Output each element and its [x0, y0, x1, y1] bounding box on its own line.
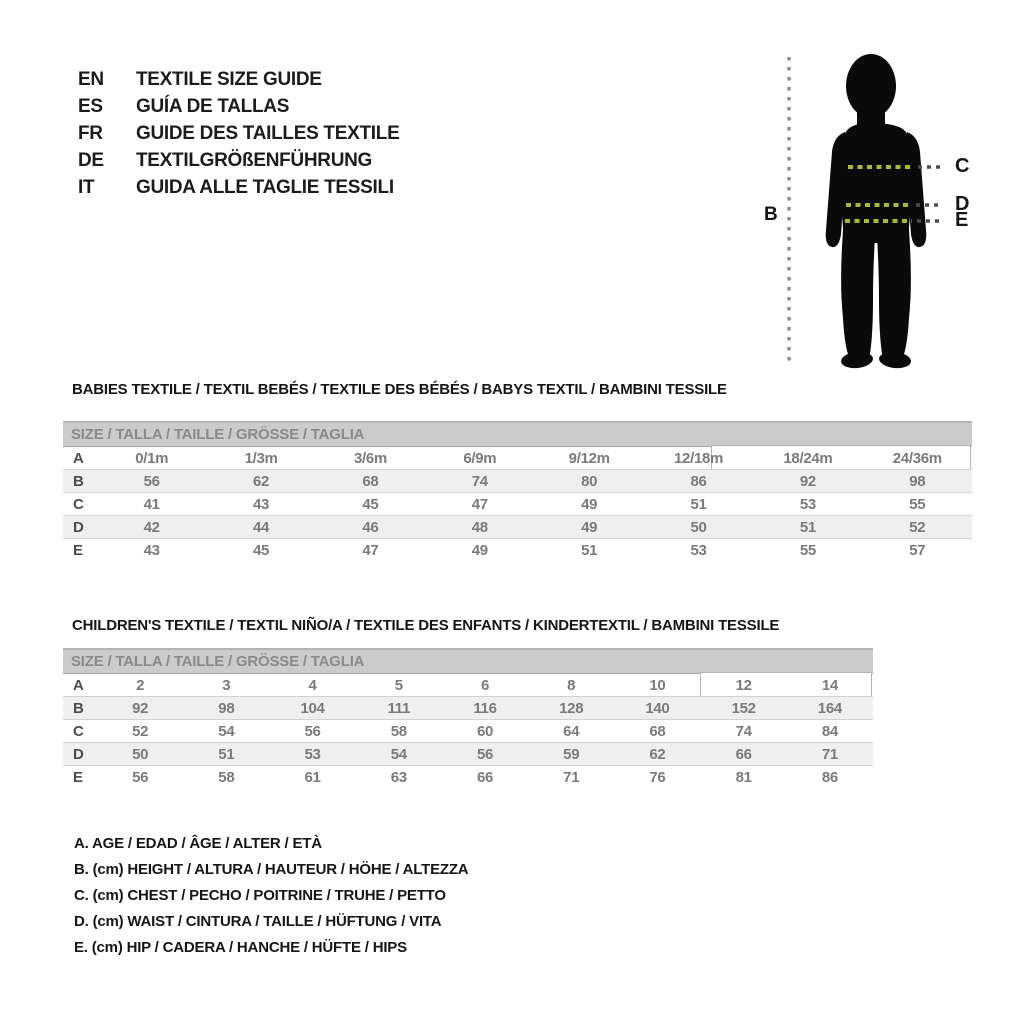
size-cell: 74 [425, 470, 534, 493]
size-cell: 56 [442, 743, 528, 766]
size-row-E [63, 539, 972, 562]
size-cell: 74 [701, 720, 787, 743]
size-cell: 86 [644, 470, 753, 493]
size-cell: 51 [753, 516, 862, 539]
size-cell: 3/6m [316, 447, 425, 470]
size-cell: 43 [206, 493, 315, 516]
size-cell: 66 [476, 768, 494, 786]
size-row-D [63, 743, 873, 766]
language-code: ES [78, 95, 103, 117]
size-cell: 45 [316, 493, 425, 516]
size-cell: 68 [316, 470, 425, 493]
size-row-B [63, 697, 873, 720]
size-cell: 48 [425, 516, 534, 539]
size-cell: 98 [183, 697, 269, 720]
size-cell: 42 [97, 516, 206, 539]
babies-table-grid [63, 447, 972, 561]
children-table-header: SIZE / TALLA / TAILLE / GRÖSSE / TAGLIA [63, 648, 873, 674]
size-cell: 152 [701, 697, 787, 720]
row-label: D [63, 743, 97, 766]
size-cell: 1/3m [206, 447, 315, 470]
size-row-B [63, 470, 972, 493]
language-code: IT [78, 176, 95, 198]
size-cell: 49 [535, 516, 644, 539]
size-cell: 52 [863, 516, 972, 539]
language-row-en [78, 66, 399, 93]
size-cell: 51 [183, 743, 269, 766]
size-cell: 51 [644, 493, 753, 516]
size-cell: 60 [442, 720, 528, 743]
size-cell: 12 [701, 674, 787, 697]
language-row-de [78, 147, 399, 174]
size-cell: 24/36m [863, 447, 972, 470]
size-cell: 12/18m [644, 447, 753, 470]
size-row-C [63, 720, 873, 743]
size-cell: 49 [535, 493, 644, 516]
size-cell: 2 [97, 674, 183, 697]
guide-title-it: GUIDA ALLE TAGLIE TESSILI [136, 176, 394, 198]
size-cell: 128 [528, 697, 614, 720]
size-cell: 56 [132, 768, 149, 786]
size-cell: 116 [442, 697, 528, 720]
size-cell: 140 [614, 697, 700, 720]
size-cell: 53 [753, 493, 862, 516]
babies-table-header: SIZE / TALLA / TAILLE / GRÖSSE / TAGLIA [63, 421, 972, 447]
size-cell: 81 [735, 768, 752, 786]
chest-label: C [955, 155, 970, 177]
size-row-E [63, 766, 873, 789]
size-cell: 55 [863, 493, 972, 516]
size-cell: 56 [97, 470, 206, 493]
legend-height: B. (cm) HEIGHT / ALTURA / HAUTEUR / HÖHE / ALTEZZA [74, 861, 469, 878]
legend-hip: E. (cm) HIP / CADERA / HANCHE / HÜFTE / HIPS [74, 939, 407, 956]
size-cell: 68 [614, 720, 700, 743]
size-cell: 164 [787, 697, 873, 720]
size-cell: 62 [206, 470, 315, 493]
legend-waist: D. (cm) WAIST / CINTURA / TAILLE / HÜFTUNG / VITA [74, 913, 442, 930]
size-cell: 59 [528, 743, 614, 766]
language-row-fr [78, 120, 399, 147]
language-row-it [78, 174, 399, 201]
size-cell: 57 [909, 541, 926, 559]
size-cell: 92 [97, 697, 183, 720]
size-cell: 53 [269, 743, 355, 766]
size-row-C [63, 493, 972, 516]
size-cell: 58 [356, 720, 442, 743]
size-cell: 43 [143, 541, 160, 559]
children-table-grid [63, 674, 873, 788]
guide-title-es: GUÍA DE TALLAS [136, 95, 290, 117]
legend-chest: C. (cm) CHEST / PECHO / POITRINE / TRUHE / PETTO [74, 887, 446, 904]
size-cell: 62 [614, 743, 700, 766]
size-cell: 54 [356, 743, 442, 766]
row-label: C [63, 720, 97, 743]
size-cell: 47 [425, 493, 534, 516]
child-silhouette [826, 54, 927, 370]
row-label: C [63, 493, 97, 516]
size-cell: 63 [390, 768, 407, 786]
size-cell: 98 [863, 470, 972, 493]
size-cell: 50 [644, 516, 753, 539]
children-section-title: CHILDREN'S TEXTILE / TEXTIL NIÑO/A / TEXTILE DES ENFANTS / KINDERTEXTIL / BAMBINI TESSILE [72, 617, 780, 634]
size-cell: 111 [356, 697, 442, 720]
size-cell: 4 [269, 674, 355, 697]
guide-title-de: TEXTILGRÖßENFÜHRUNG [136, 149, 373, 171]
size-cell: 71 [787, 743, 873, 766]
legend-age: A. AGE / EDAD / ÂGE / ALTER / ETÀ [74, 835, 322, 852]
size-cell: 84 [787, 720, 873, 743]
size-cell: 14 [787, 674, 873, 697]
size-cell: 52 [97, 720, 183, 743]
size-cell: 46 [316, 516, 425, 539]
size-cell: 6 [442, 674, 528, 697]
hip-label: E [955, 209, 969, 231]
size-cell: 71 [563, 768, 580, 786]
size-cell: 55 [799, 541, 816, 559]
row-label: E [73, 768, 83, 786]
size-cell: 76 [649, 768, 666, 786]
babies-size-table [63, 421, 972, 561]
size-cell: 44 [206, 516, 315, 539]
size-cell: 86 [821, 768, 838, 786]
language-code: DE [78, 149, 104, 171]
size-cell: 50 [97, 743, 183, 766]
waist-label: D [955, 193, 970, 215]
babies-section-title: BABIES TEXTILE / TEXTIL BEBÉS / TEXTILE DES BÉBÉS / BABYS TEXTIL / BAMBINI TESSILE [72, 381, 727, 398]
size-cell: 9/12m [535, 447, 644, 470]
row-label: B [63, 697, 97, 720]
row-label: A [63, 674, 97, 697]
size-cell: 47 [362, 541, 379, 559]
size-cell: 66 [701, 743, 787, 766]
size-cell: 10 [614, 674, 700, 697]
row-label: A [63, 447, 97, 470]
size-cell: 92 [753, 470, 862, 493]
size-cell: 0/1m [97, 447, 206, 470]
size-cell: 8 [528, 674, 614, 697]
children-size-table [63, 648, 873, 788]
size-cell: 51 [581, 541, 598, 559]
language-code: EN [78, 68, 104, 90]
language-title-list [78, 66, 399, 201]
size-cell: 61 [304, 768, 321, 786]
guide-title-fr: GUIDE DES TAILLES TEXTILE [136, 122, 400, 144]
size-row-A [63, 674, 873, 697]
size-cell: 18/24m [753, 447, 862, 470]
size-cell: 6/9m [425, 447, 534, 470]
size-cell: 58 [218, 768, 235, 786]
size-cell: 56 [269, 720, 355, 743]
size-cell: 45 [253, 541, 270, 559]
language-code: FR [78, 122, 103, 144]
row-label: E [73, 541, 83, 559]
size-cell: 41 [97, 493, 206, 516]
size-cell: 3 [183, 674, 269, 697]
size-cell: 49 [471, 541, 488, 559]
size-cell: 64 [528, 720, 614, 743]
size-cell: 5 [356, 674, 442, 697]
row-label: B [63, 470, 97, 493]
language-row-es [78, 93, 399, 120]
size-row-D [63, 516, 972, 539]
measurement-legend [74, 831, 468, 961]
guide-title-en: TEXTILE SIZE GUIDE [136, 68, 322, 90]
size-cell: 104 [269, 697, 355, 720]
size-cell: 80 [535, 470, 644, 493]
size-row-A [63, 447, 972, 470]
height-label: B [764, 204, 778, 225]
size-cell: 53 [690, 541, 707, 559]
size-cell: 54 [183, 720, 269, 743]
child-silhouette-figure [740, 40, 1010, 385]
row-label: D [63, 516, 97, 539]
